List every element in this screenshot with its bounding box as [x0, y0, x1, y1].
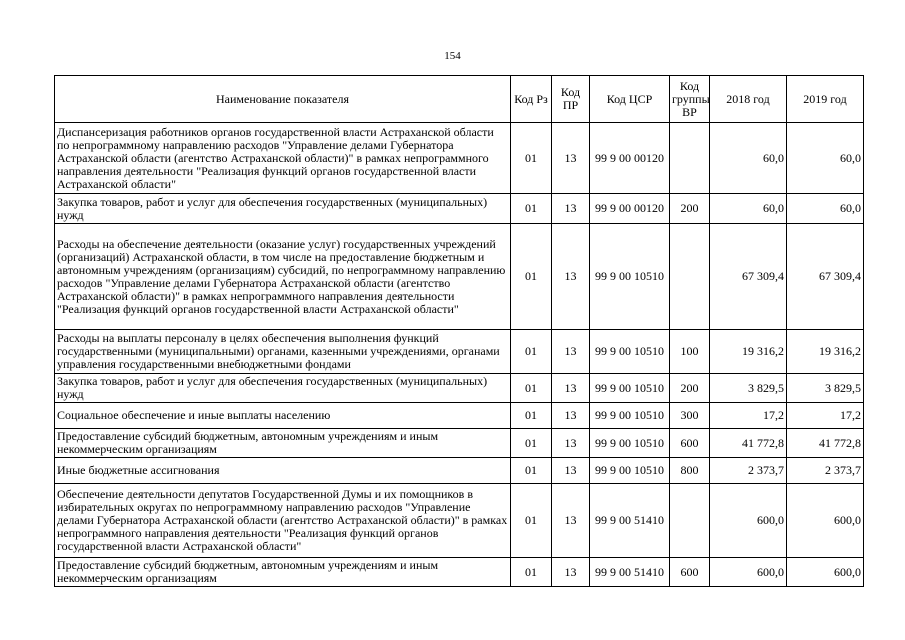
table-row: [55, 458, 864, 484]
row-rz: 01: [511, 484, 552, 558]
row-pr: 13: [552, 194, 590, 224]
row-2018: 60,0: [710, 194, 787, 224]
row-name: Иные бюджетные ассигнования: [55, 458, 511, 484]
row-name: Социальное обеспечение и иные выплаты населению: [55, 403, 511, 429]
row-rz: 01: [511, 403, 552, 429]
header-name: Наименование показателя: [55, 76, 511, 123]
row-2019: 60,0: [787, 194, 864, 224]
row-rz: 01: [511, 429, 552, 458]
row-csr: 99 9 00 00120: [590, 123, 670, 194]
row-csr: 99 9 00 51410: [590, 484, 670, 558]
header-vr: Код группы ВР: [670, 76, 710, 123]
row-vr: [670, 123, 710, 194]
row-pr: 13: [552, 330, 590, 374]
header-csr: Код ЦСР: [590, 76, 670, 123]
row-pr: 13: [552, 403, 590, 429]
row-vr: 200: [670, 374, 710, 403]
header-2019: 2019 год: [787, 76, 864, 123]
row-csr: 99 9 00 10510: [590, 224, 670, 330]
row-name: Закупка товаров, работ и услуг для обеспечения государственных (муниципальных) нужд: [55, 374, 511, 403]
row-name: Обеспечение деятельности депутатов Государственной Думы и их помощников в избирательных округах по непрограммному направлению расходов "Управление делами Губернатора Астраханской области (агентство Астраханской области)" в рамках непрограммного направления деятельности "Реализация функций органов государственной власти Астраханской области": [55, 484, 511, 558]
row-2018: 60,0: [710, 123, 787, 194]
row-csr: 99 9 00 51410: [590, 558, 670, 587]
header-pr: Код ПР: [552, 76, 590, 123]
row-rz: 01: [511, 194, 552, 224]
row-2018: 3 829,5: [710, 374, 787, 403]
row-pr: 13: [552, 458, 590, 484]
row-name: Расходы на выплаты персоналу в целях обеспечения выполнения функций государственными (муниципальными) органами, казенными учреждениями, органами управления государственными внебюджетными фондами: [55, 330, 511, 374]
row-2019: 3 829,5: [787, 374, 864, 403]
table-row: [55, 194, 864, 224]
table-header-row: [55, 76, 864, 123]
row-rz: 01: [511, 123, 552, 194]
row-pr: 13: [552, 224, 590, 330]
table-row: [55, 558, 864, 587]
row-rz: 01: [511, 458, 552, 484]
row-name: Предоставление субсидий бюджетным, автономным учреждениям и иным некоммерческим организациям: [55, 558, 511, 587]
row-2018: 2 373,7: [710, 458, 787, 484]
row-pr: 13: [552, 374, 590, 403]
row-2019: 2 373,7: [787, 458, 864, 484]
row-2018: 600,0: [710, 558, 787, 587]
row-2019: 67 309,4: [787, 224, 864, 330]
row-rz: 01: [511, 224, 552, 330]
row-pr: 13: [552, 123, 590, 194]
row-vr: 800: [670, 458, 710, 484]
table-row: [55, 224, 864, 330]
row-vr: 600: [670, 558, 710, 587]
row-vr: 100: [670, 330, 710, 374]
header-2018: 2018 год: [710, 76, 787, 123]
row-2019: 19 316,2: [787, 330, 864, 374]
row-2019: 600,0: [787, 558, 864, 587]
row-pr: 13: [552, 484, 590, 558]
row-csr: 99 9 00 00120: [590, 194, 670, 224]
table-row: [55, 484, 864, 558]
table-row: [55, 330, 864, 374]
row-name: Предоставление субсидий бюджетным, автономным учреждениям и иным некоммерческим организациям: [55, 429, 511, 458]
row-2019: 17,2: [787, 403, 864, 429]
row-pr: 13: [552, 429, 590, 458]
row-vr: 600: [670, 429, 710, 458]
row-2019: 60,0: [787, 123, 864, 194]
table-row: [55, 123, 864, 194]
row-rz: 01: [511, 330, 552, 374]
row-csr: 99 9 00 10510: [590, 403, 670, 429]
row-rz: 01: [511, 558, 552, 587]
row-name: Расходы на обеспечение деятельности (оказание услуг) государственных учреждений (организаций) Астраханской области, в том числе на предоставление бюджетным и автономным учреждениям (организациям) субсидий, по непрограммному направлению расходов "Управление делами Губернатора Астраханской области (агентство Астраханской области)" в рамках непрограммного направления деятельности "Реализация функций органов государственной власти Астраханской области": [55, 224, 511, 330]
table-row: [55, 374, 864, 403]
row-csr: 99 9 00 10510: [590, 374, 670, 403]
row-2018: 19 316,2: [710, 330, 787, 374]
row-vr: 200: [670, 194, 710, 224]
row-name: Диспансеризация работников органов государственной власти Астраханской области по непрограммному направлению расходов "Управление делами Губернатора Астраханской области (агентство Астраханской области)" в рамках непрограммного направления деятельности "Реализация функций органов государственной власти Астраханской области": [55, 123, 511, 194]
budget-table: [54, 75, 864, 587]
page-number: 154: [444, 50, 461, 62]
row-vr: 300: [670, 403, 710, 429]
row-csr: 99 9 00 10510: [590, 429, 670, 458]
row-2019: 600,0: [787, 484, 864, 558]
row-2019: 41 772,8: [787, 429, 864, 458]
row-csr: 99 9 00 10510: [590, 330, 670, 374]
row-rz: 01: [511, 374, 552, 403]
table-row: [55, 429, 864, 458]
row-pr: 13: [552, 558, 590, 587]
row-2018: 41 772,8: [710, 429, 787, 458]
row-name: Закупка товаров, работ и услуг для обеспечения государственных (муниципальных) нужд: [55, 194, 511, 224]
row-2018: 67 309,4: [710, 224, 787, 330]
table-row: [55, 403, 864, 429]
row-2018: 17,2: [710, 403, 787, 429]
row-2018: 600,0: [710, 484, 787, 558]
row-vr: [670, 484, 710, 558]
header-rz: Код Рз: [511, 76, 552, 123]
row-csr: 99 9 00 10510: [590, 458, 670, 484]
row-vr: [670, 224, 710, 330]
